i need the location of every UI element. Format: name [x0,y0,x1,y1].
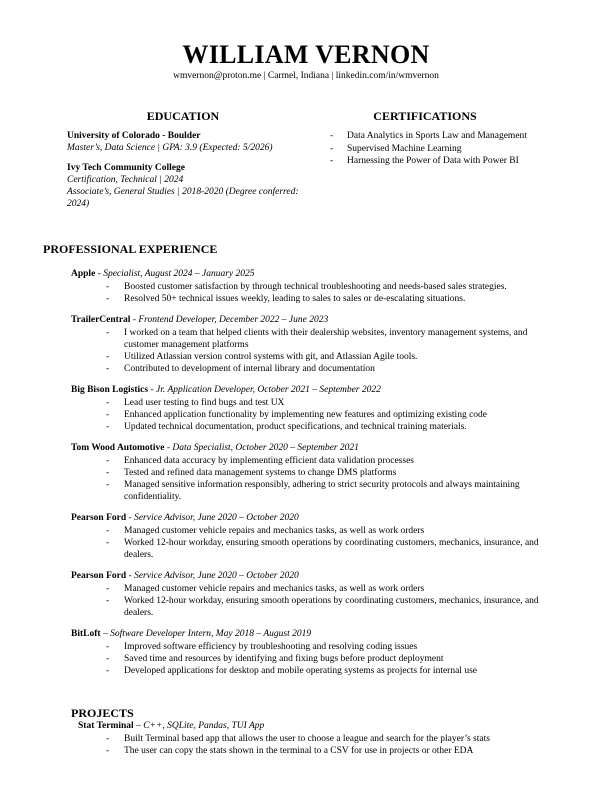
bullet-dash: - [106,410,110,420]
job-bullet [106,421,541,433]
job-bullets [106,455,541,503]
bullet-dash: - [106,422,110,432]
separator: - [95,269,104,279]
bullet-text: Resolved 50+ technical issues weekly, leading to sales to sales or de-escalating situations. [124,294,466,304]
bullet-text: Contributed to development of internal library and documentation [124,364,375,374]
job-header [71,314,541,326]
bullet-dash: - [106,654,110,664]
job-role-dates: Service Advisor, June 2020 – October 2020 [134,513,299,523]
project-name: Stat Terminal [78,721,134,731]
bullet-text: Utilized Atlassian version control systems with git, and Atlassian Agile tools. [124,352,418,362]
bullet-text: Improved software efficiency by troubleshooting and resolving coding issues [124,642,418,652]
bullet-dash: - [106,480,110,490]
project-tech: C++, SQLite, Pandas, TUI App [143,721,265,731]
job-bullet [106,653,541,665]
education-section [67,130,307,210]
separator: - [126,571,135,581]
job-header [71,570,541,582]
job-entry [71,628,541,677]
bullet-text: Enhanced application functionality by implementing new features and optimizing existing code [124,410,488,420]
bullet-dash: - [106,734,110,744]
bullet-text: Built Terminal based app that allows the user to choose a league and search for the player’s stats [124,734,490,744]
education-heading: EDUCATION [146,109,220,123]
project-bullet [106,745,541,757]
job-bullet [106,409,541,421]
degree-detail: Master’s, Data Science | GPA: 3.9 (Expected: 5/2026) [67,143,273,153]
job-bullet [106,583,541,595]
job-role-dates: Software Developer Intern, May 2018 – August 2019 [110,629,312,639]
bullet-dash: - [106,352,110,362]
bullet-text: Tested and refined data management systems to change DMS platforms [124,468,397,478]
separator: – [133,721,144,731]
job-entry [71,512,541,561]
experience-section [71,268,541,686]
project-header [78,720,541,732]
certifications-list [330,130,590,168]
job-bullet [106,281,541,293]
company-name: Tom Wood Automotive [71,443,165,453]
job-role-dates: Jr. Application Developer, October 2021 – September 2022 [156,385,381,395]
job-bullet [106,525,541,537]
separator: - [164,443,173,453]
bullet-text: Saved time and resources by identifying and fixing bugs before product deployment [124,654,444,664]
job-entry [71,442,541,503]
company-name: TrailerCentral [71,315,131,325]
job-header [71,628,541,640]
job-bullets [106,397,541,433]
company-name: Big Bison Logistics [71,385,149,395]
job-header [71,384,541,396]
job-role-dates: Service Advisor, June 2020 – October 2020 [134,571,299,581]
job-bullets [106,327,541,375]
bullet-text: Managed customer vehicle repairs and mechanics tasks, as well as work orders [124,526,425,536]
job-bullet [106,641,541,653]
bullet-text: Managed customer vehicle repairs and mechanics tasks, as well as work orders [124,584,425,594]
certification-item [330,143,590,156]
bullet-dash: - [330,156,334,166]
degree-detail: Certification, Technical | 2024 [67,175,184,185]
job-bullet [106,479,541,503]
job-entry [71,268,541,305]
education-entry [67,162,307,210]
job-bullet [106,351,541,363]
education-entry [67,130,307,154]
projects-heading: PROJECTS [71,706,134,720]
company-name: BitLoft [71,629,101,639]
bullet-dash: - [106,456,110,466]
separator: – [100,629,111,639]
certification-label: Data Analytics in Sports Law and Management [347,131,527,141]
bullet-text: Enhanced data accuracy by implementing efficient data validation processes [124,456,414,466]
job-header [71,442,541,454]
bullet-dash: - [106,398,110,408]
separator: - [126,513,135,523]
company-name: Apple [71,269,96,279]
certifications-heading: CERTIFICATIONS [373,109,477,123]
project-bullets [106,733,541,757]
job-entry [71,570,541,619]
bullet-text: Worked 12-hour workday, ensuring smooth operations by coordinating customers, mechanics, insurance, and dealers. [124,596,539,618]
job-bullet [106,537,541,561]
job-role-dates: Specialist, August 2024 – January 2025 [103,269,255,279]
company-name: Pearson Ford [71,571,127,581]
degree-detail: Associate’s, General Studies | 2018-2020 (Degree conferred: 2024) [67,187,299,209]
job-bullet [106,327,541,351]
bullet-text: Developed applications for desktop and mobile operating systems as projects for internal use [124,666,477,676]
job-bullet [106,397,541,409]
job-bullet [106,455,541,467]
job-bullet [106,467,541,479]
separator: - [130,315,139,325]
job-bullets [106,641,541,677]
bullet-dash: - [106,282,110,292]
bullet-text: Managed sensitive information responsibly, adhering to strict security protocols and always maintaining confidentiality. [124,480,520,502]
job-bullets [106,281,541,305]
job-bullets [106,583,541,619]
certification-label: Harnessing the Power of Data with Power BI [347,156,519,166]
contact-line: wmvernon@proton.me | Carmel, Indiana | linkedin.com/in/wmvernon [173,71,439,81]
job-header [71,268,541,280]
bullet-dash: - [106,746,110,756]
projects-section [78,720,541,757]
job-bullets [106,525,541,561]
certification-item [330,130,590,143]
bullet-dash: - [106,364,110,374]
bullet-dash: - [106,584,110,594]
bullet-text: I worked on a team that helped clients with their dealership websites, inventory management systems, and customer management platforms [124,328,528,350]
job-bullet [106,293,541,305]
job-bullet [106,363,541,375]
bullet-dash: - [106,526,110,536]
job-header [71,512,541,524]
bullet-text: The user can copy the stats shown in the terminal to a CSV for use in projects or other EDA [124,746,474,756]
bullet-text: Lead user testing to find bugs and test UX [124,398,285,408]
job-entry [71,384,541,433]
job-bullet [106,595,541,619]
bullet-text: Updated technical documentation, product specifications, and technical training materials. [124,422,467,432]
bullet-dash: - [106,294,110,304]
separator: - [148,385,156,395]
job-bullet [106,665,541,677]
bullet-dash: - [330,143,334,154]
school-name: Ivy Tech Community College [67,163,185,173]
bullet-dash: - [106,642,110,652]
school-name: University of Colorado - Boulder [67,131,201,141]
job-entry [71,314,541,375]
bullet-text: Boosted customer satisfaction by through technical troubleshooting and needs-based sales strategies. [124,282,507,292]
company-name: Pearson Ford [71,513,127,523]
bullet-dash: - [330,131,334,141]
experience-heading: PROFESSIONAL EXPERIENCE [43,242,218,256]
certification-label: Supervised Machine Learning [347,143,462,154]
project-bullet [106,733,541,745]
bullet-dash: - [106,666,110,676]
certification-item [330,155,590,168]
job-role-dates: Frontend Developer, December 2022 – June 2023 [138,315,329,325]
bullet-text: Worked 12-hour workday, ensuring smooth operations by coordinating customers, mechanics, insurance, and dealers. [124,538,539,560]
bullet-dash: - [106,538,110,548]
bullet-dash: - [106,468,110,478]
bullet-dash: - [106,596,110,606]
candidate-name: WILLIAM VERNON [182,40,430,69]
bullet-dash: - [106,328,110,338]
job-role-dates: Data Specialist, October 2020 – September 2021 [172,443,359,453]
